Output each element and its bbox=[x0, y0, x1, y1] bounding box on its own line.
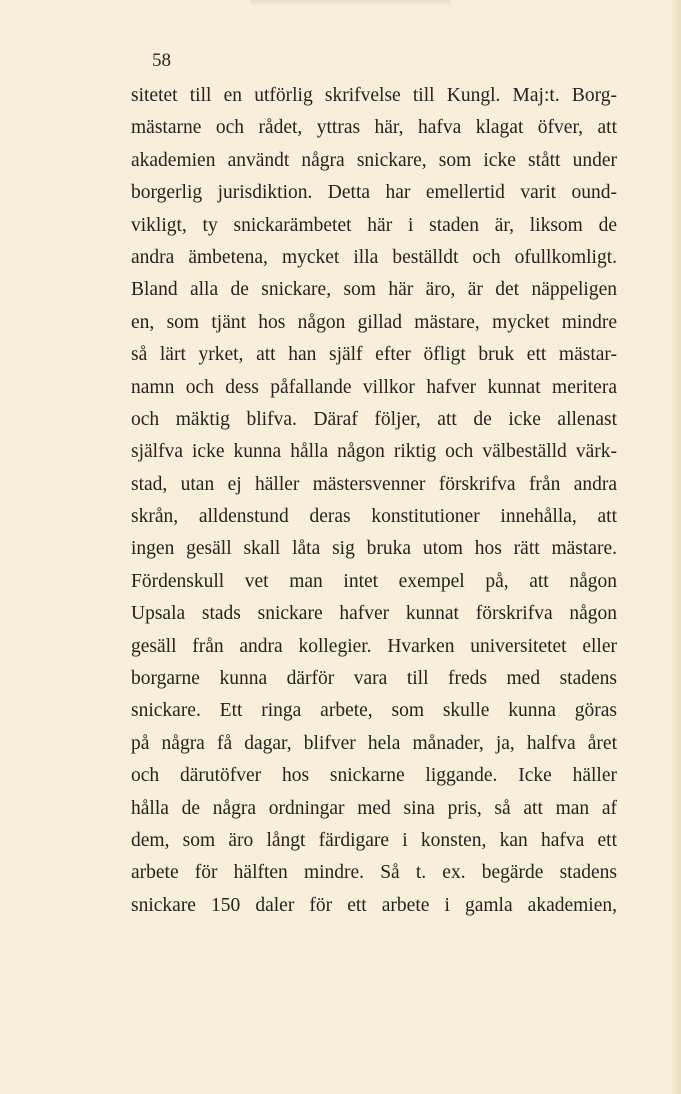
text-line: själfva icke kunna hålla någon riktig och välbeställd värk- bbox=[131, 441, 617, 463]
text-line: andra ämbetena, mycket illa beställdt och ofullkomligt. bbox=[131, 246, 617, 268]
text-line: akademien användt några snickare, som icke stått under bbox=[131, 149, 617, 171]
text-line: vikligt, ty snickarämbetet här i staden är, liksom de bbox=[131, 214, 617, 236]
text-line: hålla de några ordningar med sina pris, så att man af bbox=[131, 797, 617, 819]
page-number: 58 bbox=[152, 50, 171, 71]
body-text bbox=[131, 80, 617, 922]
text-line: dem, som äro långt färdigare i konsten, kan hafva ett bbox=[131, 829, 617, 851]
text-line: borgarne kunna därför vara till freds med stadens bbox=[131, 668, 617, 690]
text-line: snickare 150 daler för ett arbete i gamla akademien, bbox=[131, 894, 617, 916]
text-line: och mäktig blifva. Däraf följer, att de icke allenast bbox=[131, 408, 617, 430]
text-line: gesäll från andra kollegier. Hvarken universitetet eller bbox=[131, 635, 617, 657]
text-line: Upsala stads snickare hafver kunnat förskrifva någon bbox=[131, 603, 617, 625]
text-line: borgerlig jurisdiktion. Detta har emellertid varit ound- bbox=[131, 182, 617, 204]
text-line: en, som tjänt hos någon gillad mästare, mycket mindre bbox=[131, 311, 617, 333]
text-line: arbete för hälften mindre. Så t. ex. begärde stadens bbox=[131, 862, 617, 884]
page-edge-shadow bbox=[671, 0, 681, 1094]
text-line: stad, utan ej häller mästersvenner förskrifva från andra bbox=[131, 473, 617, 495]
text-line: snickare. Ett ringa arbete, som skulle kunna göras bbox=[131, 700, 617, 722]
text-line: skrån, alldenstund deras konstitutioner innehålla, att bbox=[131, 506, 617, 528]
text-line: sitetet till en utförlig skrifvelse till Kungl. Maj:t. Borg- bbox=[131, 85, 617, 106]
text-line: mästarne och rådet, yttras här, hafva klagat öfver, att bbox=[131, 117, 617, 139]
text-line: ingen gesäll skall låta sig bruka utom hos rätt mästare. bbox=[131, 538, 617, 560]
text-line: Bland alla de snickare, som här äro, är det näppeligen bbox=[131, 279, 617, 301]
text-line: namn och dess påfallande villkor hafver kunnat meritera bbox=[131, 376, 617, 398]
text-line: på några få dagar, blifver hela månader, ja, halfva året bbox=[131, 732, 617, 754]
paper-smudge bbox=[250, 0, 450, 6]
text-line: så lärt yrket, att han själf efter öfligt bruk ett mästar- bbox=[131, 344, 617, 366]
text-line: Fördenskull vet man intet exempel på, att någon bbox=[131, 570, 617, 592]
text-line: och därutöfver hos snickarne liggande. Icke häller bbox=[131, 765, 617, 787]
